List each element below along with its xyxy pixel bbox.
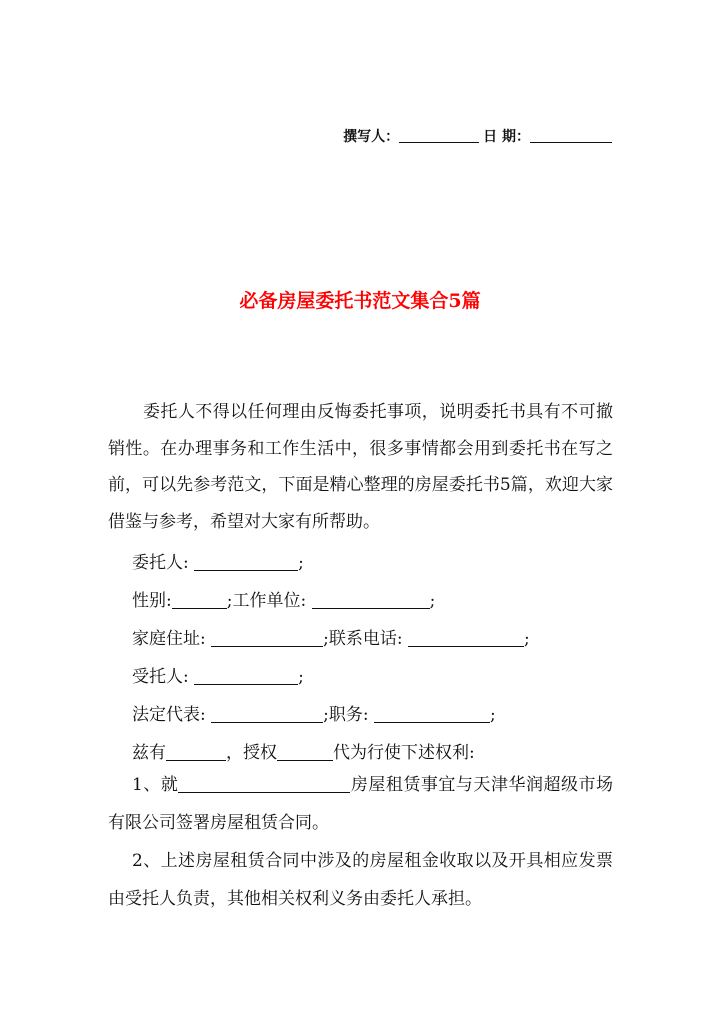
agent-row [132, 662, 304, 687]
item-1 [108, 766, 613, 842]
authorize-prefix: 兹有 [132, 743, 166, 763]
authorization-row [132, 738, 475, 763]
item-2: 2、上述房屋租赁合同中涉及的房屋租金收取以及开具相应发票由受托人负责，其他相关权利义务由委托人承担。 [108, 851, 613, 909]
header-signature-line [343, 126, 612, 146]
authorize-suffix: 代为行使下述权利: [333, 743, 475, 763]
workplace-end: ; [429, 591, 436, 611]
author-blank [399, 128, 479, 143]
item-1-blank [178, 775, 350, 793]
legal-rep-label: 法定代表: [132, 705, 206, 725]
principal-end: ; [298, 553, 304, 573]
legal-rep-blank [211, 705, 323, 723]
page-title: 必备房屋委托书范文集合5篇 [239, 290, 481, 312]
workplace-blank [312, 591, 430, 609]
phone-end: ; [524, 629, 530, 649]
position-blank [374, 705, 490, 723]
phone-blank [408, 629, 524, 647]
principal-row [132, 548, 304, 573]
item-1-text: 房屋租赁事宜与天津华润超级市场有限公司签署房屋租赁合同。 [108, 775, 614, 833]
address-phone-row [132, 624, 530, 649]
position-label: ;职务: [323, 705, 369, 725]
item-1-number: 1、就 [132, 775, 179, 795]
authorize-blank-2 [277, 743, 333, 761]
phone-label: ;联系电话: [323, 629, 403, 649]
agent-end: ; [298, 667, 304, 687]
gender-workplace-row [132, 586, 435, 611]
gender-label: 性别: [132, 591, 172, 611]
date-blank [530, 128, 612, 143]
position-end: ; [490, 705, 496, 725]
authorize-mid: ，授权 [226, 743, 277, 763]
address-label: 家庭住址: [132, 629, 206, 649]
address-blank [211, 629, 323, 647]
gender-blank [172, 591, 227, 609]
authorize-blank-1 [166, 743, 226, 761]
date-label: 日 期： [483, 129, 530, 145]
workplace-label: ;工作单位: [226, 591, 307, 611]
intro-paragraph: 委托人不得以任何理由反悔委托事项，说明委托书具有不可撤销性。在办理事务和工作生活中，很多事情都会用到委托书在写之前，可以先参考范文，下面是精心整理的房屋委托书5篇，欢迎大家借鉴与参考，希望对大家有所帮助。 [108, 402, 613, 532]
agent-label: 受托人: [132, 667, 189, 687]
author-label: 撰写人： [343, 129, 400, 145]
principal-label: 委托人: [132, 553, 189, 573]
legal-rep-row [132, 700, 496, 725]
principal-blank [194, 553, 298, 571]
agent-blank [194, 667, 298, 685]
